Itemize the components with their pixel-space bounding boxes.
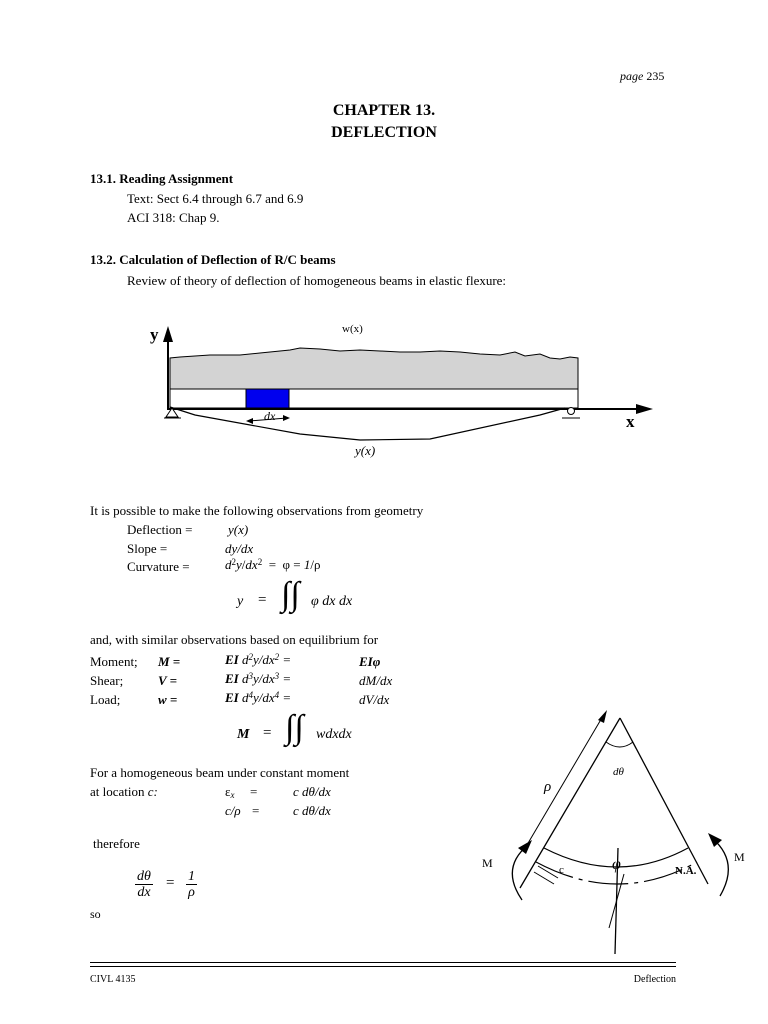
geometry-intro: It is possible to make the following observations from geometry [90,503,424,518]
homogeneous-line2 [90,784,158,800]
chapter-title: CHAPTER 13. [332,102,436,119]
c-rho-symbol: c/ρ [225,803,241,818]
x-axis-arrowhead [636,404,653,414]
fraction2-numerator: 1 [188,869,195,884]
curvature-label: Curvature = [127,559,190,574]
location-c: c: [147,784,158,799]
beam [170,389,578,408]
footer-rule-top [90,962,676,963]
reading-aci-line: ACI 318: Chap 9. [127,210,220,225]
dtheta-label: dθ [613,766,624,778]
y-axis-label: y [150,325,159,344]
shear-value: dM/dx [359,673,393,688]
footer-topic: Deflection [633,974,676,985]
slope-value: dy/dx [225,541,254,556]
one-over-rho-fraction [186,869,197,900]
shear-symbol: V = [158,673,178,688]
fraction-eq: = [166,875,175,891]
moment-right-label: M [734,850,745,864]
strain-eq: = [250,784,258,799]
page-word: page [620,69,644,83]
moment-right-arrowhead [708,833,722,847]
fraction2-denominator: ρ [188,885,195,900]
curvature-figure [470,700,768,970]
load-label: w(x) [342,323,363,335]
moment-left-label: M [482,856,493,870]
moment-symbol: M = [158,654,181,669]
x-axis-label: x [626,412,635,431]
y-axis-arrowhead [163,326,173,342]
integral-y-integrand: φ dx dx [311,594,353,609]
section-heading-reading: 13.1. Reading Assignment [90,171,234,186]
shear-formula: EI $d^3y/dx^3$ = [225,671,292,686]
rho-label: ρ [544,779,552,795]
rho-arrowhead [598,710,607,723]
fraction-numerator: dθ [137,869,151,884]
curvature-formula: $d^2y/dx^2 = \varphi = 1/\rho$ [225,557,321,572]
deflection-value: y(x) [228,522,249,537]
c-rho-eq: = [252,803,260,818]
load-label-text: Load; [90,692,121,707]
sector-left-side [520,718,620,888]
integral-y-lhs: y [237,594,244,609]
shear-label: Shear; [90,673,124,688]
homogeneous-line2-prefix: at location [90,784,148,799]
dtheta-arc [606,742,633,747]
deflected-shape [170,407,565,440]
section-intro: Review of theory of deflection of homogeneous beams in elastic flexure: [127,273,507,288]
c-rho-value: c dθ/dx [293,803,331,818]
load-symbol: w = [158,692,178,707]
deflection-label: y(x) [355,443,376,458]
slope-label: Slope = [127,541,168,556]
integral-sign-m: ∫∫ [285,709,304,746]
integral-y-eq: = [258,592,267,608]
rho-dimension [524,716,603,850]
fraction-denominator: dx [137,885,151,900]
dtheta-dx-fraction [135,869,153,900]
homogeneous-line1: For a homogeneous beam under constant moment [90,765,350,780]
dx-label: dx [264,409,276,423]
footer-course: CIVL 4135 [90,974,136,985]
beam-deflection-figure [0,0,768,480]
integral-m-integrand: wdxdx [316,727,352,742]
strain-value: c dθ/dx [293,784,331,799]
integral-m-eq: = [263,725,272,741]
dx-arrow-left [246,418,253,424]
integral-m-lhs: M [237,727,250,742]
distributed-load [170,348,578,389]
therefore-text: therefore [93,836,140,851]
deflection-label-text: Deflection = [127,522,193,537]
section-heading-deflection: 13.2. Calculation of Deflection of R/C beams [90,252,336,267]
reading-text-line: Text: Sect 6.4 through 6.7 and 6.9 [127,191,304,206]
footer-rule-bottom [90,966,676,967]
moment-right-arrow [712,838,728,896]
strain-symbol: $\varepsilon_x$ [225,784,235,800]
neutral-axis-label: N.A. [675,865,697,877]
page-number-value: 235 [646,69,665,83]
c-label: c [559,864,564,876]
roller-support [568,408,575,415]
phi-label: φ [612,856,621,873]
so-text: so [90,907,101,921]
integral-sign-y: ∫∫ [281,576,300,613]
beam-element-dx [246,389,289,408]
moment-label: Moment; [90,654,138,669]
equilibrium-intro: and, with similar observations based on equilibrium for [90,632,379,647]
load-formula: EI $d^4y/dx^4$ = [225,690,292,705]
load-value: dV/dx [359,692,390,707]
dx-arrow-right [283,415,290,421]
moment-value: EIφ [359,654,381,669]
chapter-subtitle: DEFLECTION [331,124,437,141]
moment-formula: EI $d^2y/dx^2$ = [225,652,292,667]
